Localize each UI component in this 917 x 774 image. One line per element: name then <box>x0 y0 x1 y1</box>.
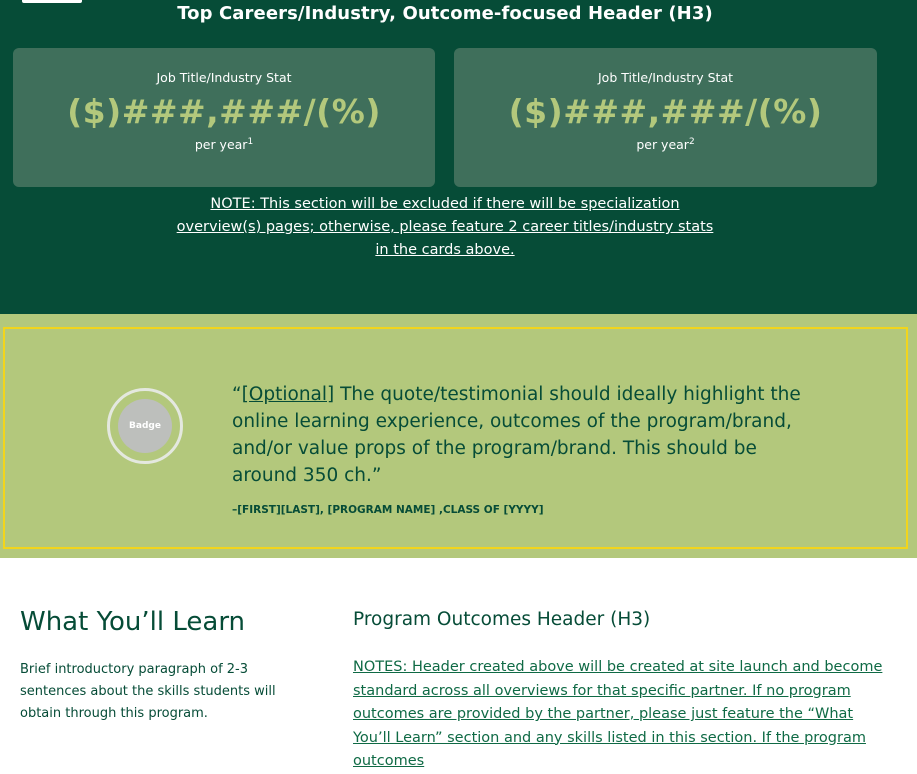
testimonial-quote <box>232 381 822 489</box>
career-stat-card-2 <box>454 48 877 187</box>
top-careers-section <box>0 0 917 314</box>
testimonial-section <box>0 314 917 558</box>
testimonial-frame <box>3 327 908 549</box>
stat-unit-text: per year <box>194 137 248 153</box>
learn-intro-paragraph: Brief introductory paragraph of 2-3 sentences about the skills students will obtain through this program. <box>20 662 276 721</box>
career-stat-card-1 <box>13 48 435 187</box>
testimonial-attribution: –[FIRST][LAST], [PROGRAM NAME] ,CLASS OF [YYYY] <box>232 504 544 516</box>
badge-ring <box>107 388 183 464</box>
stat-value: ($)###,###/(%) <box>67 92 381 131</box>
stat-unit <box>454 137 877 152</box>
program-outcomes-header: Program Outcomes Header (H3) <box>353 609 651 630</box>
careers-note: NOTE: This section will be excluded if there will be specialization overview(s) pages; otherwise, please feature 2 career titles/industry stats in the cards above. <box>176 196 714 258</box>
badge-icon: Badge <box>118 399 172 453</box>
stat-label: Job Title/Industry Stat <box>597 70 734 85</box>
footnote-marker[interactable]: 1 <box>247 137 254 147</box>
stat-label: Job Title/Industry Stat <box>156 70 292 85</box>
program-outcomes-notes: NOTES: Header created above will be created at site launch and become standard across all overviews for that specific partner. If no program outcomes are provided by the partner, please just feature the “What You’ll Learn” section and any skills listed in this section. If the program outcomes <box>353 659 883 769</box>
footnote-marker[interactable]: 2 <box>688 137 695 147</box>
what-youll-learn-heading: What You’ll Learn <box>20 607 246 637</box>
stat-unit <box>13 137 435 152</box>
stat-unit-text: per year <box>636 137 689 153</box>
quote-body: The quote/testimonial should ideally highlight the online learning experience, outcomes of the program/brand, and/or value props of the program/brand. This should be around 350 ch.” <box>232 384 801 486</box>
stat-value: ($)###,###/(%) <box>508 92 823 131</box>
optional-tag: [Optional] <box>241 384 335 405</box>
careers-header: Top Careers/Industry, Outcome-focused Header (H3) <box>177 3 713 24</box>
quote-open-mark: “ <box>232 384 242 405</box>
